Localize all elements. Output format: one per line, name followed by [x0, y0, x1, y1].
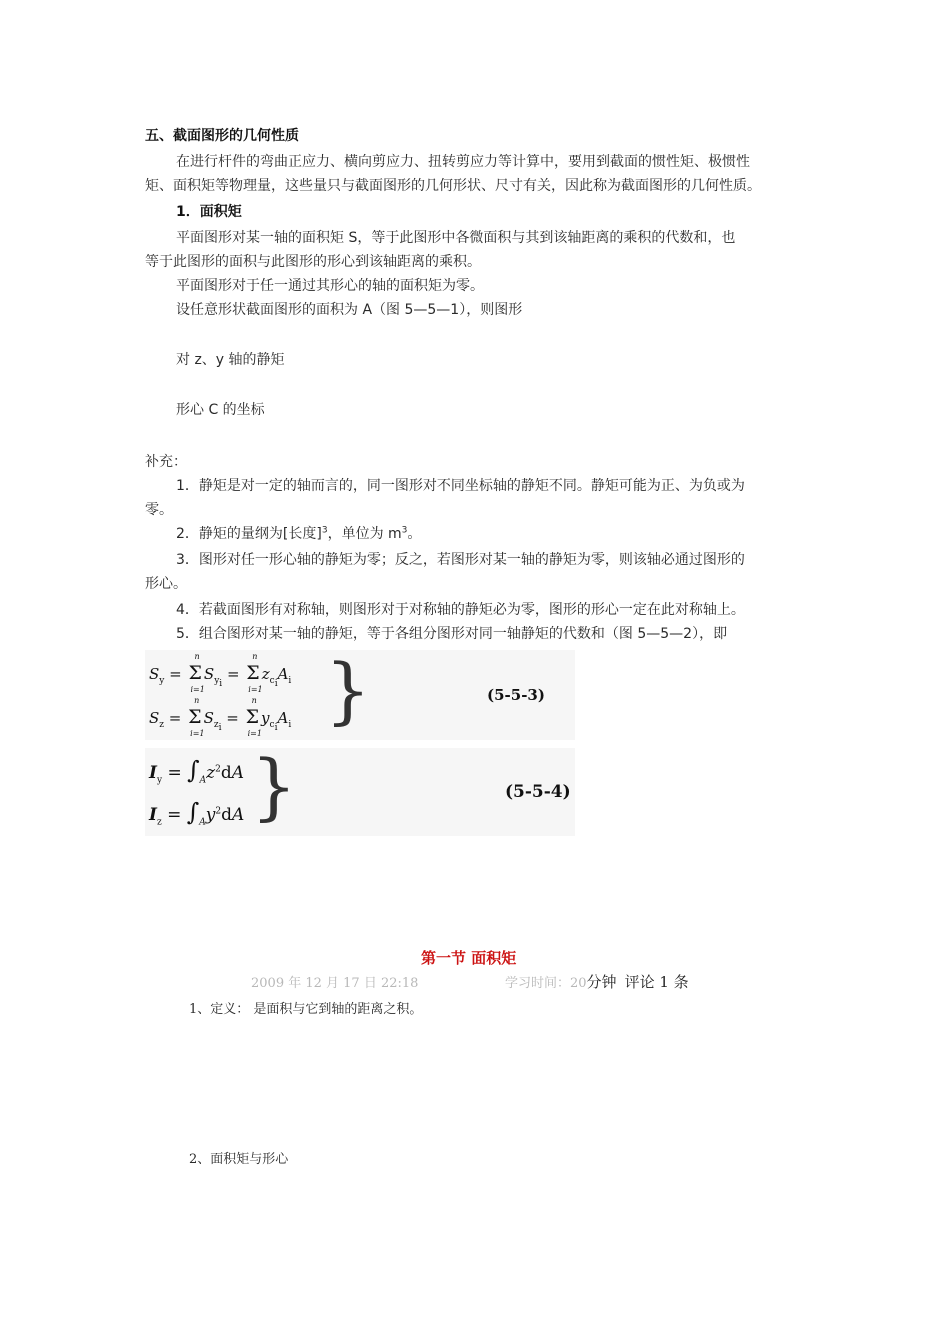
formula-5-5-3 — [145, 650, 575, 740]
comments-link[interactable]: 评论 1 条 — [624, 973, 689, 991]
supplement-item-5: 5．组合图形对某一轴的静矩，等于各组分图形对同一轴静矩的代数和（图 5—5—2），即 — [176, 626, 728, 642]
formula-iy: $I_y = \int_Az^2dA$ — [149, 756, 244, 786]
section-heading: 五、截面图形的几何性质 — [145, 128, 299, 144]
supplement-item-2: 2．静矩的量纲为[长度]$^3$，单位为 $m^3$。 — [176, 525, 422, 542]
formula-iz: $I_z = \int_Ay^2dA$ — [149, 798, 245, 828]
paragraph-5: 形心 C 的坐标 — [176, 402, 265, 418]
intro-line-1: 在进行杆件的弯曲正应力、横向剪应力、扭转剪应力等计算中，要用到截面的惯性矩、极惯性 — [176, 154, 750, 170]
article-item-2: 2、面积矩与形心 — [189, 1152, 289, 1167]
sub-heading-area-moment: 1．面积矩 — [176, 204, 242, 220]
supplement-item-4: 4．若截面图形有对称轴，则图形对于对称轴的静矩必为零，图形的形心一定在此对称轴上。 — [176, 602, 745, 618]
article-meta: 学习时间：20分钟 评论 1 条 — [505, 973, 689, 991]
supplement-label: 补充： — [145, 454, 187, 470]
equation-number-5-5-4: (5-5-4) — [505, 782, 571, 802]
paragraph-1-line-2: 等于此图形的面积与此图形的形心到该轴距离的乘积。 — [145, 254, 481, 270]
supplement-item-1-line-2: 零。 — [145, 502, 173, 518]
formula-brace-2: } — [251, 744, 297, 828]
formula-5-5-4 — [145, 744, 575, 836]
paragraph-1-line-1: 平面图形对某一轴的面积矩 S，等于此图形中各微面积与其到该轴距离的乘积的代数和，也 — [176, 230, 736, 246]
formula-sy: $S_y = \Sigma$ n i=1 $S_{y_i} = \Sigma$ n i=1 $z_{c_i}A_i$ — [149, 652, 292, 694]
supplement-item-1-line-1: 1．静矩是对一定的轴而言的，同一图形对不同坐标轴的静矩不同。静矩可能为正、为负或为 — [176, 478, 745, 494]
article-definition: 1、定义： 是面积与它到轴的距离之积。 — [189, 1002, 423, 1017]
article-title: 第一节 面积矩 — [421, 949, 517, 967]
intro-line-2: 矩、面积矩等物理量，这些量只与截面图形的几何形状、尺寸有关，因此称为截面图形的几何性质。 — [145, 178, 761, 194]
paragraph-4: 对 z、y 轴的静矩 — [176, 352, 285, 368]
paragraph-3: 设任意形状截面图形的面积为 A（图 5—5—1），则图形 — [176, 302, 523, 318]
formula-brace: } — [325, 648, 371, 732]
formula-sz: $S_z = \Sigma$ n i=1 $S_{z_i} = \Sigma$ n i=1 $y_{c_i}A_i$ — [149, 696, 292, 738]
article-date: 2009 年 12 月 17 日 22:18 — [251, 976, 419, 991]
equation-number-5-5-3: (5-5-3) — [487, 686, 545, 704]
supplement-item-3-line-1: 3．图形对任一形心轴的静矩为零；反之，若图形对某一轴的静矩为零，则该轴必通过图形的 — [176, 552, 745, 568]
paragraph-2: 平面图形对于任一通过其形心的轴的面积矩为零。 — [176, 278, 484, 294]
supplement-item-3-line-2: 形心。 — [145, 576, 187, 592]
